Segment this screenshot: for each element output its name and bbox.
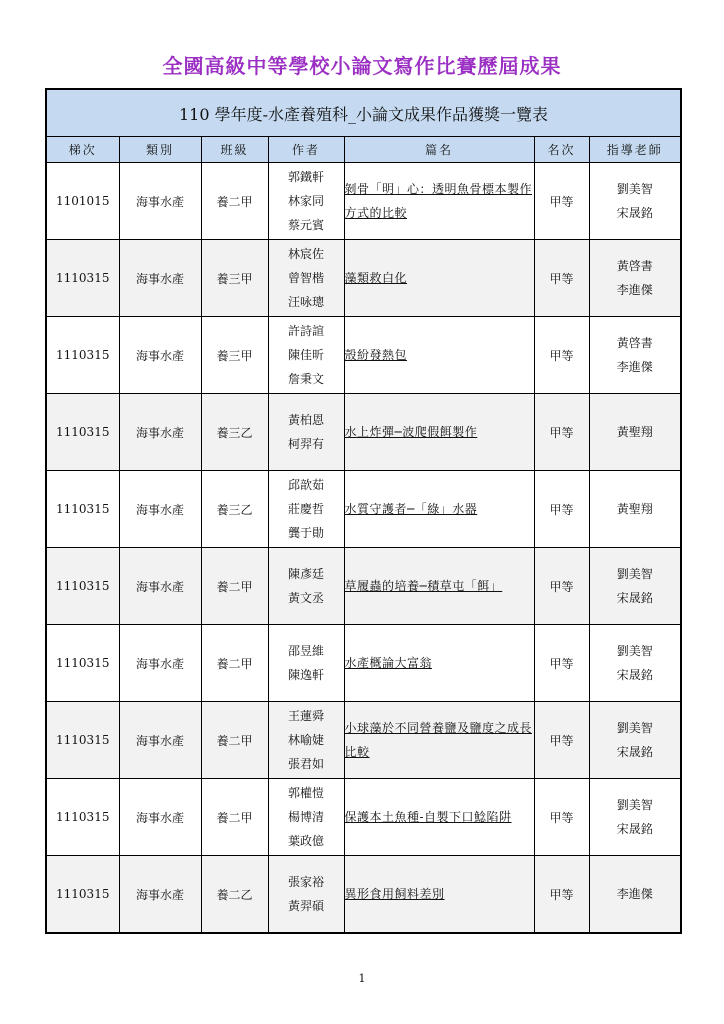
table-caption: 110 學年度-水產養殖科_小論文成果作品獲獎一覽表: [46, 89, 681, 137]
term-cell: 1110315: [46, 548, 119, 625]
author-name: 林宸佐: [287, 247, 324, 261]
column-header-class: 班級: [201, 137, 268, 163]
author-name: 陳逸軒: [287, 668, 324, 682]
category-cell: 海事水產: [119, 856, 201, 934]
author-name: 郭權愷: [287, 786, 324, 800]
rank-cell: 甲等: [534, 548, 589, 625]
column-header-term: 梯次: [46, 137, 119, 163]
paper-title: 剝骨「明」心：透明魚骨標本製作方式的比較: [344, 182, 533, 220]
category-cell: 海事水產: [119, 240, 201, 317]
advisor-name: 宋晟銘: [616, 591, 653, 605]
author-name: 黃文丞: [287, 591, 324, 605]
table-header-row: [46, 137, 681, 163]
paper-title: 藻類救白化: [344, 271, 408, 285]
paper-title: 水產概論大富翁: [344, 656, 433, 670]
category-cell: 海事水產: [119, 471, 201, 548]
column-header-advisors: 指導老師: [589, 137, 681, 163]
page-number: 1: [358, 972, 366, 985]
title-cell: [344, 625, 534, 702]
term-cell: 1110315: [46, 471, 119, 548]
class-cell: 養三甲: [201, 317, 268, 394]
authors-cell: [268, 163, 344, 240]
term-cell: 1110315: [46, 240, 119, 317]
authors-cell: [268, 625, 344, 702]
authors-cell: [268, 548, 344, 625]
author-name: 邱歆茹: [287, 478, 324, 492]
advisor-name: 李進傑: [616, 360, 653, 374]
authors-cell: [268, 240, 344, 317]
class-cell: 養二甲: [201, 548, 268, 625]
table-row: [46, 625, 681, 702]
rank-cell: 甲等: [534, 856, 589, 934]
author-name: 柯羿有: [287, 437, 324, 451]
author-name: 楊博清: [287, 810, 324, 824]
table-row: [46, 317, 681, 394]
author-name: 張君如: [287, 757, 324, 771]
table-row: [46, 779, 681, 856]
class-cell: 養三乙: [201, 471, 268, 548]
rank-cell: 甲等: [534, 702, 589, 779]
author-name: 葉政億: [287, 834, 324, 848]
author-name: 陳佳昕: [287, 348, 324, 362]
author-name: 汪咏璁: [287, 295, 324, 309]
advisors-cell: [589, 856, 681, 934]
rank-cell: 甲等: [534, 163, 589, 240]
advisors-cell: [589, 240, 681, 317]
class-cell: 養二甲: [201, 163, 268, 240]
rank-cell: 甲等: [534, 471, 589, 548]
advisors-cell: [589, 317, 681, 394]
rank-cell: 甲等: [534, 779, 589, 856]
class-cell: 養二甲: [201, 702, 268, 779]
paper-title: 水質守護者─「綠」水器: [344, 502, 478, 516]
term-cell: 1110315: [46, 702, 119, 779]
title-cell: [344, 779, 534, 856]
author-name: 王蓮舜: [287, 709, 324, 723]
author-name: 林喻婕: [287, 733, 324, 747]
category-cell: 海事水產: [119, 702, 201, 779]
author-name: 許詩諠: [287, 324, 324, 338]
term-cell: 1110315: [46, 625, 119, 702]
advisors-cell: [589, 163, 681, 240]
author-name: 詹秉文: [287, 372, 324, 386]
authors-cell: [268, 317, 344, 394]
rank-cell: 甲等: [534, 625, 589, 702]
advisor-name: 劉美智: [616, 721, 653, 735]
class-cell: 養三甲: [201, 240, 268, 317]
class-cell: 養二甲: [201, 625, 268, 702]
advisor-name: 黃聖翔: [616, 502, 653, 516]
author-name: 曾智楷: [287, 271, 324, 285]
rank-cell: 甲等: [534, 394, 589, 471]
author-name: 林家同: [287, 194, 324, 208]
advisors-cell: [589, 471, 681, 548]
advisor-name: 黃啓書: [616, 336, 653, 350]
category-cell: 海事水產: [119, 779, 201, 856]
paper-title: 異形食用飼料差別: [344, 887, 445, 901]
author-name: 龔于勛: [287, 526, 324, 540]
table-row: [46, 856, 681, 934]
advisors-cell: [589, 394, 681, 471]
category-cell: 海事水產: [119, 548, 201, 625]
author-name: 邵昱維: [287, 644, 324, 658]
term-cell: 1110315: [46, 856, 119, 934]
document-title: 全國高級中等學校小論文寫作比賽歷屆成果: [162, 54, 562, 78]
table-row: [46, 471, 681, 548]
paper-title: 草履蟲的培養─積草屯「餌」: [344, 579, 503, 593]
paper-title: 保護本土魚種-自製下口鯰陷阱: [344, 810, 512, 824]
advisors-cell: [589, 702, 681, 779]
column-header-title: 篇名: [344, 137, 534, 163]
title-cell: [344, 240, 534, 317]
author-name: 陳彥廷: [287, 567, 324, 581]
table-row: [46, 394, 681, 471]
title-cell: [344, 163, 534, 240]
column-header-category: 類別: [119, 137, 201, 163]
author-name: 黃羿碩: [287, 899, 324, 913]
rank-cell: 甲等: [534, 317, 589, 394]
table-row: [46, 702, 681, 779]
authors-cell: [268, 471, 344, 548]
class-cell: 養二甲: [201, 779, 268, 856]
table-body: [46, 163, 681, 934]
advisor-name: 劉美智: [616, 798, 653, 812]
authors-cell: [268, 394, 344, 471]
author-name: 莊慶哲: [287, 502, 324, 516]
term-cell: 1101015: [46, 163, 119, 240]
class-cell: 養三乙: [201, 394, 268, 471]
advisor-name: 劉美智: [616, 182, 653, 196]
title-cell: [344, 856, 534, 934]
term-cell: 1110315: [46, 394, 119, 471]
advisor-name: 宋晟銘: [616, 745, 653, 759]
advisor-name: 劉美智: [616, 567, 653, 581]
column-header-rank: 名次: [534, 137, 589, 163]
rank-cell: 甲等: [534, 240, 589, 317]
advisor-name: 黃啓書: [616, 259, 653, 273]
advisors-cell: [589, 625, 681, 702]
award-table: [45, 88, 682, 934]
paper-title: 水上炸彈─波爬假餌製作: [344, 425, 478, 439]
column-header-authors: 作者: [268, 137, 344, 163]
advisor-name: 宋晟銘: [616, 668, 653, 682]
authors-cell: [268, 702, 344, 779]
title-cell: [344, 548, 534, 625]
category-cell: 海事水產: [119, 317, 201, 394]
paper-title: 殼紛發熱包: [344, 348, 408, 362]
advisor-name: 劉美智: [616, 644, 653, 658]
advisor-name: 宋晟銘: [616, 822, 653, 836]
title-cell: [344, 702, 534, 779]
category-cell: 海事水產: [119, 163, 201, 240]
advisor-name: 黃聖翔: [616, 425, 653, 439]
paper-title: 小球藻於不同營養鹽及鹽度之成長比較: [344, 721, 533, 759]
table-row: [46, 548, 681, 625]
author-name: 張家裕: [287, 875, 324, 889]
term-cell: 1110315: [46, 779, 119, 856]
author-name: 郭鐵軒: [287, 170, 324, 184]
advisors-cell: [589, 548, 681, 625]
category-cell: 海事水產: [119, 394, 201, 471]
author-name: 蔡元賓: [287, 218, 324, 232]
title-cell: [344, 394, 534, 471]
advisors-cell: [589, 779, 681, 856]
title-cell: [344, 471, 534, 548]
class-cell: 養二乙: [201, 856, 268, 934]
table-row: [46, 163, 681, 240]
advisor-name: 李進傑: [616, 283, 653, 297]
authors-cell: [268, 856, 344, 934]
term-cell: 1110315: [46, 317, 119, 394]
title-cell: [344, 317, 534, 394]
advisor-name: 李進傑: [616, 887, 653, 901]
category-cell: 海事水產: [119, 625, 201, 702]
authors-cell: [268, 779, 344, 856]
author-name: 黃柏恩: [287, 413, 324, 427]
advisor-name: 宋晟銘: [616, 206, 653, 220]
table-row: [46, 240, 681, 317]
